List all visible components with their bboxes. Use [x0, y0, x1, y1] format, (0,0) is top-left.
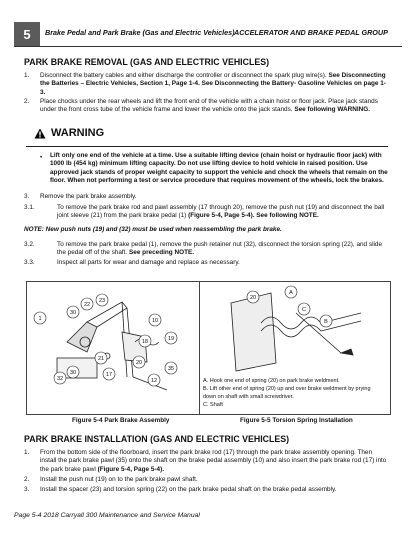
callout-label: 18: [141, 339, 149, 345]
step-number: 3.2.: [24, 241, 35, 248]
step-reference: See following WARNING.: [294, 106, 370, 114]
step-reference: (Figure 5-4, Page 5-4).: [97, 465, 164, 473]
step-body: From the bottom side of the floorboard, insert the park brake rod (17) through the park brake assembly opening. Then install the park brake pawl (35) onto the shaft on the brake pedal assembly (10) and also insert the park brake rod (17) into the park brake pawl: [40, 449, 387, 473]
figure-caption: Figure 5-5 Torsion Spring Installation: [240, 417, 353, 424]
step-body: To remove the park brake pedal (1), remove the push retainer nut (32), disconnect the torsion spring (22), and slide the pedal off of the shaft.: [57, 241, 383, 257]
callout-label: 20: [249, 295, 257, 301]
park-brake-assembly-figure: [27, 282, 199, 412]
callout-label: 32: [56, 376, 64, 382]
step-text: [40, 98, 390, 115]
step-body: Disconnect the battery cables and either discharge the controller or disconnect the spark plug wire(s).: [40, 72, 327, 79]
warning-bullet: •: [40, 154, 43, 161]
step-body: Place chocks under the rear wheels and lift the front end of the vehicle with a chain hoist or floor jack. Place jack stands under the front cross tube of the vehicle frame and lower the vehicle onto the jack stands.: [40, 98, 378, 114]
step-reference: (Figure 5-4, Page 5-4). See following NOTE.: [188, 212, 319, 220]
chapter-tab: [14, 22, 40, 46]
step-number: 3.3.: [24, 259, 35, 266]
torsion-spring-figure: [201, 283, 387, 375]
note-text: NOTE: New push nuts (19) and (32) must be used when reassembling the park brake.: [24, 226, 282, 233]
figure-caption: Figure 5-4 Park Brake Assembly: [72, 417, 170, 424]
step-number: 2.: [24, 476, 30, 483]
callout-label: 10: [151, 318, 159, 324]
step-number: 3.: [24, 486, 30, 493]
step-reference: See Disconnecting the Batteries – Electric Vehicles, Section 1, Page 1-4. See Disconnecting the Battery- Gasoline Vehicles on page 1-3.: [40, 72, 386, 96]
step-text: [57, 204, 391, 221]
figure-legend-line: C. Shaft: [203, 402, 223, 408]
warning-text: Lift only one end of the vehicle at a time. Use a suitable lifting device (chain hoist or hydraulic floor jack) with 1000 lb (454 kg) minimum lifting capacity. Do not use lifting device to hold vehicle in raised position. Use approved jack stands of proper weight capacity to support the vehicle and chock the wheels that remain on the floor. When not performing a test or service procedure that requires movement of the wheels, lock the brakes.: [50, 152, 388, 184]
callout-label: C: [302, 307, 306, 313]
warning-rule: [26, 146, 388, 147]
callout-label: 21: [97, 356, 105, 362]
header-left-title: Brake Pedal and Park Brake (Gas and Electric Vehicles): [45, 28, 235, 37]
figure-legend-line: B. Lift other end of spring (20) up and over brake weldment by prying: [203, 386, 371, 392]
callout-label: 23: [98, 298, 106, 304]
callout-label: 30: [69, 370, 77, 376]
callout-label: A: [289, 290, 293, 296]
callout-label: 1: [38, 316, 42, 322]
section-title-installation: PARK BRAKE INSTALLATION (GAS AND ELECTRIC VEHICLES): [24, 434, 290, 444]
callout-label: 30: [69, 310, 77, 316]
step-body: To remove the park brake rod and pawl assembly (17 through 20), remove the push nut (19) and disconnect the ball joint sleeve (21) from the park brake pedal (1): [57, 204, 385, 220]
figure-legend-line: A. Hook one end of spring (20) on park brake weldment.: [203, 378, 340, 384]
callout-label: 22: [83, 302, 91, 308]
step-number: 1.: [24, 72, 30, 79]
warning-heading: [34, 127, 104, 139]
step-text: Remove the park brake assembly.: [40, 193, 137, 200]
callout-label: 17: [105, 372, 113, 378]
page-footer: Page 5-4 2018 Carryall 300 Maintenance and Service Manual: [14, 512, 200, 519]
step-number: 3.1.: [24, 204, 35, 211]
figure-divider: [199, 281, 200, 415]
step-text: [40, 72, 390, 97]
header-rule: [14, 46, 402, 47]
step-text: [57, 241, 391, 258]
step-text: Inspect all parts for wear and damage and replace as necessary.: [57, 259, 240, 266]
callout-label: 35: [167, 366, 175, 372]
step-number: 1.: [24, 449, 30, 456]
header-right-title: ACCELERATOR AND BRAKE PEDAL GROUP: [234, 28, 388, 37]
chapter-number: 5: [23, 26, 31, 42]
step-number: 2.: [24, 98, 30, 105]
step-text: [40, 449, 390, 474]
step-reference: See preceding NOTE.: [129, 249, 195, 257]
step-number: 3.: [24, 193, 30, 200]
callout-label: 12: [150, 378, 158, 384]
callout-label: 19: [167, 336, 175, 342]
callout-label: B: [324, 319, 328, 325]
figure-legend-line: down on shaft with small screwdriver.: [203, 394, 294, 400]
step-text: Install the spacer (23) and torsion spring (22) on the park brake pedal shaft on the brake pedal assembly.: [40, 486, 337, 493]
callout-label: 20: [135, 360, 143, 366]
section-title-removal: PARK BRAKE REMOVAL (GAS AND ELECTRIC VEHICLES): [24, 57, 270, 67]
warning-triangle-icon: [34, 128, 46, 139]
step-text: Install the push nut (19) on to the park brake pawl shaft.: [40, 476, 198, 483]
warning-title: WARNING: [51, 127, 105, 139]
